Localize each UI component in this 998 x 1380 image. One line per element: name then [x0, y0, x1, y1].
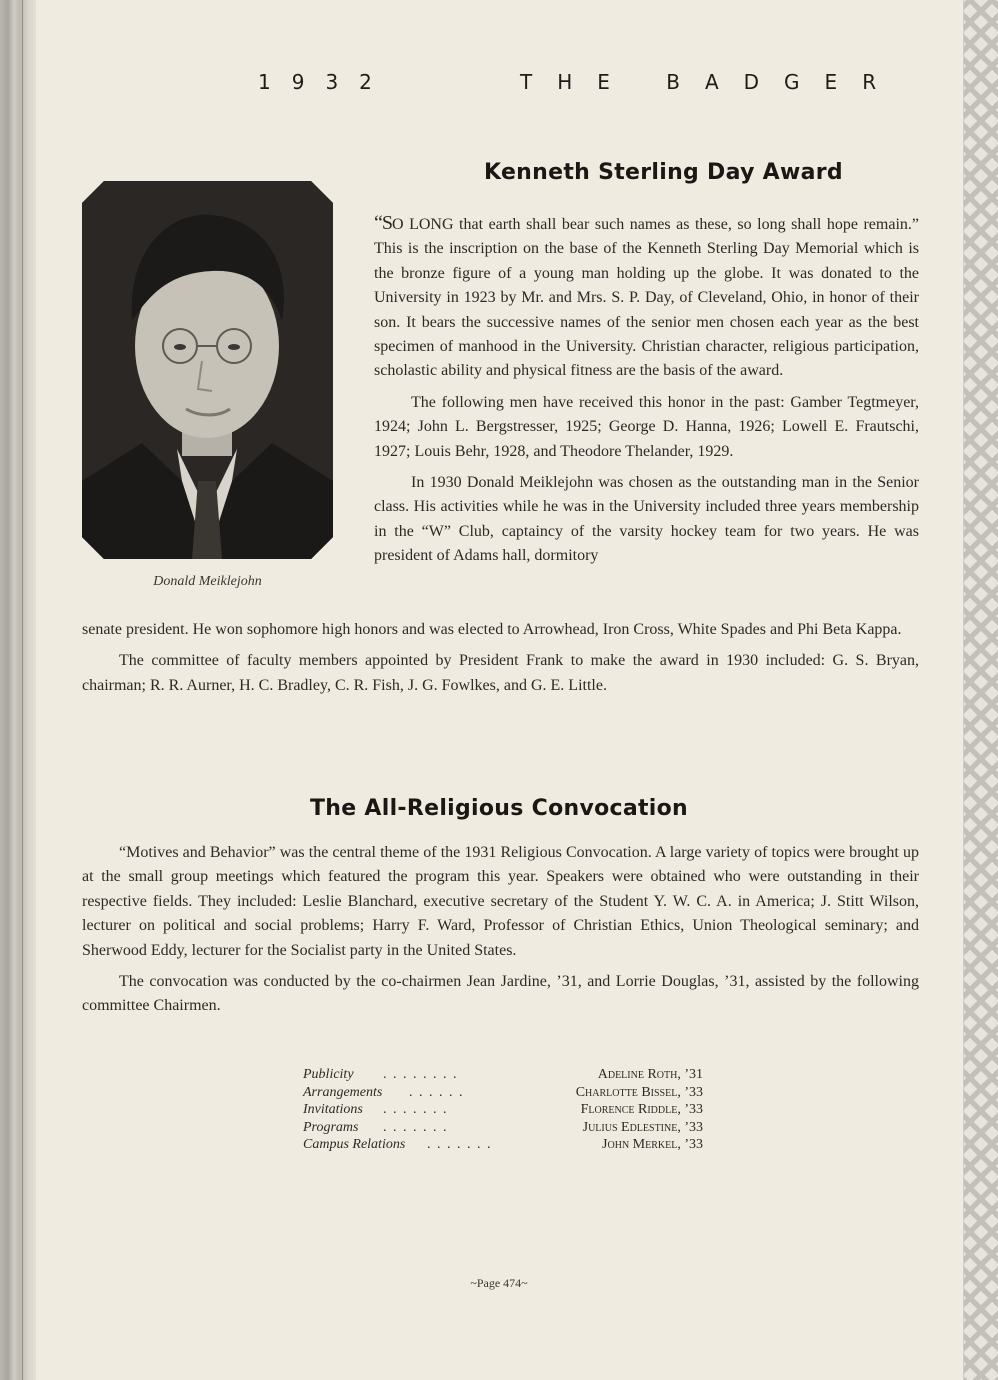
committee-role: Publicity [303, 1067, 354, 1082]
convocation-paragraph-1: “Motives and Behavior” was the central theme of the 1931 Religious Convocation. A large variety of topics were brought up at the small group meetings which featured the program this year. Speakers were obtained who were outstanding in their respective fields. They included: Leslie Blanchard, executive secretary of the Student Y. W. C. A. in America; J. Stitt Wilson, lecturer on political and social problems; Harry F. Ward, Professor of Christian Ethics, Union Theological seminary; and Sherwood Eddy, lecturer for the Socialist party in the United States. [82, 844, 919, 959]
running-head [258, 70, 928, 100]
drop-cap: “S [374, 212, 392, 234]
running-head-title: THE BADGER [520, 70, 902, 94]
leader-dots: ....... [383, 1102, 453, 1117]
committee-row [303, 1066, 703, 1084]
award-paragraph-2: The following men have received this honor in the past: Gamber Tegtmeyer, 1924; John L. Bergstresser, 1925; George D. Hanna, 1926; Lowell E. Frautschi, 1927; Louis Behr, 1928, and Theodore Thelander, 1929. [374, 393, 919, 460]
leader-dots: ....... [383, 1119, 453, 1135]
committee-list [303, 1066, 703, 1154]
committee-role: Invitations [303, 1102, 363, 1117]
leader-dots: ...... [409, 1084, 469, 1100]
award-paragraph-3-start: In 1930 Donald Meiklejohn was chosen as the outstanding man in the Senior class. His activities while he was in the University included three years membership in the “W” Club, captaincy of the varsity hockey team for two years. He was president of Adams hall, dormitory [374, 474, 919, 565]
committee-role: Campus Relations [303, 1137, 406, 1152]
committee-role: Programs [303, 1119, 359, 1135]
page-number: ~Page 474~ [470, 1276, 528, 1290]
committee-row [303, 1119, 703, 1137]
committee-chair: John Merkel, ’33 [602, 1137, 703, 1152]
portrait-photo [82, 181, 333, 559]
leader-dots: ....... [427, 1137, 497, 1152]
committee-row [303, 1084, 703, 1102]
committee-role: Arrangements [303, 1084, 383, 1100]
award-full-width-text [82, 618, 919, 705]
leader-dots: ........ [383, 1067, 463, 1082]
running-head-year: 1932 [258, 70, 393, 94]
convocation-title: The All-Religious Convocation [309, 796, 689, 821]
portrait-illustration [82, 181, 333, 559]
committee-row [303, 1136, 703, 1154]
committee-row [303, 1101, 703, 1119]
committee-chair: Florence Riddle, ’33 [580, 1102, 703, 1117]
photo-caption: Donald Meiklejohn [153, 574, 262, 589]
award-text-column [374, 211, 919, 569]
award-opening-caps: O LONG [392, 216, 454, 233]
convocation-paragraph-2: The convocation was conducted by the co-chairmen Jean Jardine, ’31, and Lorrie Douglas, ’31, assisted by the following committee Chairmen. [82, 973, 919, 1015]
award-paragraph-1-text: that earth shall bear such names as these, so long shall hope remain.” This is the inscription on the base of the Kenneth Sterling Day Memorial which is the bronze figure of a young man holding up the globe. It was donated to the University in 1923 by Mr. and Mrs. S. P. Day, of Cleveland, Ohio, in honor of their son. It bears the successive names of the senior men chosen each year as the best specimen of manhood in the University. Christian character, religious participation, scholastic ability and physical fitness are the basis of the award. [374, 216, 920, 380]
committee-chair: Julius Edlestine, ’33 [582, 1119, 703, 1135]
award-title: Kenneth Sterling Day Award [484, 160, 843, 185]
convocation-text-column [82, 841, 919, 1026]
committee-chair: Charlotte Bissel, ’33 [575, 1084, 703, 1100]
award-paragraph-4: The committee of faculty members appointed by President Frank to make the award in 1930 included: G. S. Bryan, chairman; R. R. Aurner, H. C. Bradley, C. R. Fish, J. G. Fowlkes, and G. E. Little. [82, 652, 919, 694]
committee-chair: Adeline Roth, ’31 [597, 1067, 703, 1082]
award-paragraph-3-end: senate president. He won sophomore high honors and was elected to Arrowhead, Iron Cross, White Spades and Phi Beta Kappa. [82, 621, 902, 638]
award-paragraph-1 [374, 211, 919, 384]
